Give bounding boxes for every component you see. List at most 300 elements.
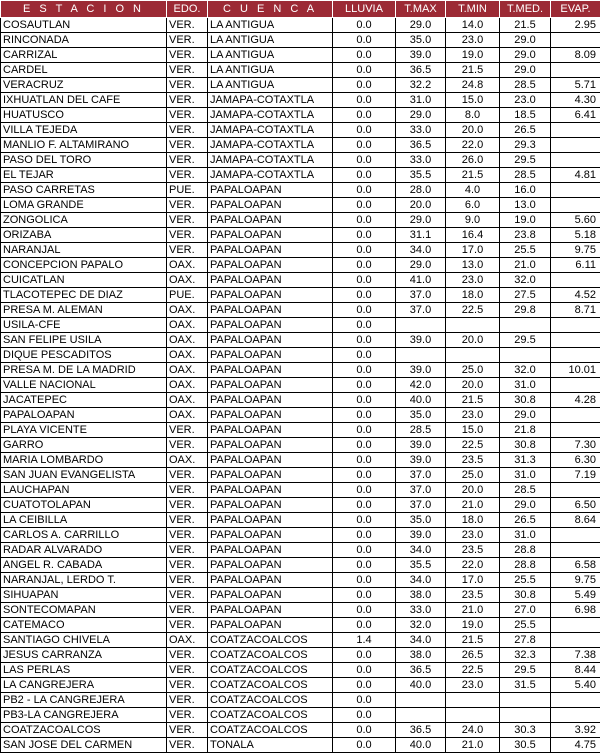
- rain-cell: 0.0: [333, 513, 396, 528]
- tmed-cell: 21.0: [500, 258, 551, 273]
- tmax-cell: 36.5: [396, 723, 446, 738]
- tmed-cell: 27.8: [500, 633, 551, 648]
- tmin-cell: 20.0: [446, 483, 500, 498]
- tmin-cell: 22.0: [446, 138, 500, 153]
- evap-cell: 2.95: [551, 18, 600, 33]
- station-cell: VERACRUZ: [1, 78, 167, 93]
- basin-cell: PAPALOAPAN: [208, 363, 333, 378]
- header-tmax: T.MAX: [396, 1, 446, 18]
- rain-cell: 0.0: [333, 588, 396, 603]
- state-cell: VER.: [167, 648, 208, 663]
- table-row: [1, 18, 600, 33]
- station-cell: PAPALOAPAN: [1, 408, 167, 423]
- state-cell: PUE.: [167, 288, 208, 303]
- evap-cell: 4.75: [551, 738, 600, 753]
- table-row: [1, 513, 600, 528]
- state-cell: VER.: [167, 48, 208, 63]
- station-cell: ORIZABA: [1, 228, 167, 243]
- table-row: [1, 363, 600, 378]
- tmin-cell: 23.0: [446, 33, 500, 48]
- evap-cell: 3.92: [551, 723, 600, 738]
- tmed-cell: 23.0: [500, 93, 551, 108]
- basin-cell: PAPALOAPAN: [208, 303, 333, 318]
- station-cell: NARANJAL: [1, 243, 167, 258]
- tmed-cell: 28.5: [500, 78, 551, 93]
- tmin-cell: 22.5: [446, 438, 500, 453]
- station-cell: PRESA M. DE LA MADRID: [1, 363, 167, 378]
- basin-cell: PAPALOAPAN: [208, 378, 333, 393]
- evap-cell: 6.50: [551, 498, 600, 513]
- tmin-cell: 17.0: [446, 573, 500, 588]
- table-row: [1, 528, 600, 543]
- station-cell: LA CANGREJERA: [1, 678, 167, 693]
- station-cell: EL TEJAR: [1, 168, 167, 183]
- station-cell: CARRIZAL: [1, 48, 167, 63]
- state-cell: OAX.: [167, 273, 208, 288]
- evap-cell: 7.19: [551, 468, 600, 483]
- station-cell: VALLE NACIONAL: [1, 378, 167, 393]
- basin-cell: JAMAPA-COTAXTLA: [208, 168, 333, 183]
- evap-cell: [551, 123, 600, 138]
- state-cell: OAX.: [167, 333, 208, 348]
- evap-cell: 4.81: [551, 168, 600, 183]
- rain-cell: 0.0: [333, 273, 396, 288]
- tmed-cell: 19.0: [500, 213, 551, 228]
- evap-cell: [551, 273, 600, 288]
- station-cell: SAN JOSE DEL CARMEN: [1, 738, 167, 753]
- state-cell: VER.: [167, 168, 208, 183]
- tmin-cell: 23.0: [446, 273, 500, 288]
- evap-cell: [551, 633, 600, 648]
- tmed-cell: 28.5: [500, 483, 551, 498]
- basin-cell: COATZACOALCOS: [208, 678, 333, 693]
- tmin-cell: 18.0: [446, 288, 500, 303]
- evap-cell: [551, 618, 600, 633]
- state-cell: OAX.: [167, 408, 208, 423]
- evap-cell: [551, 408, 600, 423]
- evap-cell: [551, 423, 600, 438]
- tmin-cell: 24.8: [446, 78, 500, 93]
- table-row: [1, 738, 600, 753]
- table-row: [1, 123, 600, 138]
- tmax-cell: 31.1: [396, 228, 446, 243]
- tmax-cell: 29.0: [396, 18, 446, 33]
- tmin-cell: 21.0: [446, 603, 500, 618]
- station-cell: SAN FELIPE USILA: [1, 333, 167, 348]
- evap-cell: 9.75: [551, 573, 600, 588]
- tmax-cell: 29.0: [396, 213, 446, 228]
- tmax-cell: 36.5: [396, 63, 446, 78]
- rain-cell: 0.0: [333, 183, 396, 198]
- station-cell: IXHUATLAN DEL CAFE: [1, 93, 167, 108]
- tmin-cell: 23.5: [446, 588, 500, 603]
- tmax-cell: 32.2: [396, 78, 446, 93]
- tmax-cell: 32.0: [396, 618, 446, 633]
- tmax-cell: 39.0: [396, 528, 446, 543]
- tmin-cell: 16.4: [446, 228, 500, 243]
- tmed-cell: 31.5: [500, 678, 551, 693]
- state-cell: OAX.: [167, 633, 208, 648]
- table-row: [1, 423, 600, 438]
- evap-cell: 8.71: [551, 303, 600, 318]
- state-cell: VER.: [167, 138, 208, 153]
- station-cell: LAUCHAPAN: [1, 483, 167, 498]
- tmed-cell: 26.5: [500, 513, 551, 528]
- table-row: [1, 618, 600, 633]
- tmed-cell: 25.5: [500, 573, 551, 588]
- table-row: [1, 453, 600, 468]
- evap-cell: 8.44: [551, 663, 600, 678]
- header-edo: EDO.: [167, 1, 208, 18]
- tmax-cell: 40.0: [396, 738, 446, 753]
- evap-cell: [551, 138, 600, 153]
- table-row: [1, 318, 600, 333]
- state-cell: VER.: [167, 33, 208, 48]
- basin-cell: PAPALOAPAN: [208, 558, 333, 573]
- header-estacion: E S T A C I O N: [1, 1, 167, 18]
- tmed-cell: 31.0: [500, 528, 551, 543]
- basin-cell: JAMAPA-COTAXTLA: [208, 123, 333, 138]
- rain-cell: 0.0: [333, 528, 396, 543]
- basin-cell: LA ANTIGUA: [208, 78, 333, 93]
- basin-cell: PAPALOAPAN: [208, 393, 333, 408]
- evap-cell: [551, 543, 600, 558]
- state-cell: VER.: [167, 123, 208, 138]
- basin-cell: PAPALOAPAN: [208, 288, 333, 303]
- evap-cell: 7.38: [551, 648, 600, 663]
- rain-cell: 0.0: [333, 108, 396, 123]
- tmed-cell: 21.5: [500, 18, 551, 33]
- evap-cell: 6.58: [551, 558, 600, 573]
- tmin-cell: 14.0: [446, 18, 500, 33]
- header-cuenca: C U E N C A: [208, 1, 333, 18]
- tmed-cell: 31.0: [500, 468, 551, 483]
- rain-cell: 0.0: [333, 213, 396, 228]
- state-cell: VER.: [167, 708, 208, 723]
- basin-cell: JAMAPA-COTAXTLA: [208, 138, 333, 153]
- basin-cell: COATZACOALCOS: [208, 693, 333, 708]
- tmed-cell: 31.3: [500, 453, 551, 468]
- tmax-cell: 39.0: [396, 363, 446, 378]
- table-row: [1, 48, 600, 63]
- rain-cell: 0.0: [333, 378, 396, 393]
- table-row: [1, 498, 600, 513]
- tmax-cell: 28.0: [396, 183, 446, 198]
- tmed-cell: 30.8: [500, 438, 551, 453]
- rain-cell: 0.0: [333, 453, 396, 468]
- tmax-cell: 33.0: [396, 153, 446, 168]
- tmax-cell: [396, 693, 446, 708]
- rain-cell: 0.0: [333, 603, 396, 618]
- tmin-cell: 13.0: [446, 258, 500, 273]
- rain-cell: 0.0: [333, 288, 396, 303]
- tmin-cell: 23.0: [446, 408, 500, 423]
- rain-cell: 0.0: [333, 558, 396, 573]
- basin-cell: PAPALOAPAN: [208, 183, 333, 198]
- station-cell: ANGEL R. CABADA: [1, 558, 167, 573]
- tmax-cell: 38.0: [396, 588, 446, 603]
- tmax-cell: 37.0: [396, 288, 446, 303]
- table-row: [1, 573, 600, 588]
- tmin-cell: 25.0: [446, 363, 500, 378]
- table-row: [1, 558, 600, 573]
- tmed-cell: 29.5: [500, 333, 551, 348]
- evap-cell: 4.30: [551, 93, 600, 108]
- tmax-cell: 35.5: [396, 558, 446, 573]
- tmed-cell: 28.5: [500, 168, 551, 183]
- evap-cell: 4.52: [551, 288, 600, 303]
- tmin-cell: 21.5: [446, 63, 500, 78]
- evap-cell: 4.28: [551, 393, 600, 408]
- rain-cell: 0.0: [333, 153, 396, 168]
- tmin-cell: [446, 318, 500, 333]
- tmax-cell: 39.0: [396, 333, 446, 348]
- tmin-cell: 9.0: [446, 213, 500, 228]
- basin-cell: PAPALOAPAN: [208, 438, 333, 453]
- rain-cell: 0.0: [333, 63, 396, 78]
- evap-cell: 6.11: [551, 258, 600, 273]
- rain-cell: 1.4: [333, 633, 396, 648]
- tmin-cell: 21.0: [446, 738, 500, 753]
- state-cell: VER.: [167, 423, 208, 438]
- evap-cell: 8.09: [551, 48, 600, 63]
- basin-cell: PAPALOAPAN: [208, 453, 333, 468]
- station-cell: GARRO: [1, 438, 167, 453]
- rain-cell: 0.0: [333, 693, 396, 708]
- table-row: [1, 543, 600, 558]
- tmin-cell: 23.5: [446, 453, 500, 468]
- station-cell: NARANJAL, LERDO T.: [1, 573, 167, 588]
- tmed-cell: 21.8: [500, 423, 551, 438]
- state-cell: VER.: [167, 78, 208, 93]
- basin-cell: TONALA: [208, 738, 333, 753]
- evap-cell: [551, 318, 600, 333]
- tmin-cell: 15.0: [446, 423, 500, 438]
- table-row: [1, 213, 600, 228]
- rain-cell: 0.0: [333, 573, 396, 588]
- rain-cell: 0.0: [333, 93, 396, 108]
- tmin-cell: 22.0: [446, 558, 500, 573]
- tmax-cell: 40.0: [396, 393, 446, 408]
- evap-cell: [551, 153, 600, 168]
- table-row: [1, 603, 600, 618]
- station-cell: SONTECOMAPAN: [1, 603, 167, 618]
- rain-cell: 0.0: [333, 228, 396, 243]
- tmax-cell: 37.0: [396, 483, 446, 498]
- evap-cell: [551, 708, 600, 723]
- evap-cell: 10.01: [551, 363, 600, 378]
- tmin-cell: 21.5: [446, 168, 500, 183]
- basin-cell: PAPALOAPAN: [208, 528, 333, 543]
- station-cell: CATEMACO: [1, 618, 167, 633]
- state-cell: VER.: [167, 483, 208, 498]
- table-row: [1, 723, 600, 738]
- basin-cell: COATZACOALCOS: [208, 633, 333, 648]
- tmin-cell: 25.0: [446, 468, 500, 483]
- station-cell: CUICATLAN: [1, 273, 167, 288]
- state-cell: VER.: [167, 228, 208, 243]
- tmin-cell: 17.0: [446, 243, 500, 258]
- rain-cell: 0.0: [333, 243, 396, 258]
- evap-cell: [551, 198, 600, 213]
- rain-cell: 0.0: [333, 393, 396, 408]
- rain-cell: 0.0: [333, 303, 396, 318]
- rain-cell: 0.0: [333, 348, 396, 363]
- tmax-cell: 39.0: [396, 453, 446, 468]
- tmax-cell: 29.0: [396, 108, 446, 123]
- tmin-cell: 4.0: [446, 183, 500, 198]
- table-row: [1, 648, 600, 663]
- basin-cell: LA ANTIGUA: [208, 48, 333, 63]
- basin-cell: PAPALOAPAN: [208, 513, 333, 528]
- state-cell: OAX.: [167, 348, 208, 363]
- table-row: [1, 483, 600, 498]
- tmax-cell: 36.5: [396, 663, 446, 678]
- state-cell: OAX.: [167, 258, 208, 273]
- station-cell: JACATEPEC: [1, 393, 167, 408]
- rain-cell: 0.0: [333, 318, 396, 333]
- state-cell: OAX.: [167, 393, 208, 408]
- evap-cell: 6.98: [551, 603, 600, 618]
- basin-cell: PAPALOAPAN: [208, 243, 333, 258]
- state-cell: OAX.: [167, 363, 208, 378]
- tmed-cell: 29.0: [500, 48, 551, 63]
- tmin-cell: 23.0: [446, 678, 500, 693]
- rain-cell: 0.0: [333, 708, 396, 723]
- table-row: [1, 258, 600, 273]
- table-row: [1, 333, 600, 348]
- basin-cell: JAMAPA-COTAXTLA: [208, 153, 333, 168]
- table-row: [1, 93, 600, 108]
- state-cell: VER.: [167, 198, 208, 213]
- tmax-cell: 37.0: [396, 468, 446, 483]
- evap-cell: [551, 483, 600, 498]
- station-cell: COSAUTLAN: [1, 18, 167, 33]
- tmax-cell: 20.0: [396, 198, 446, 213]
- header-tmed: T.MED.: [500, 1, 551, 18]
- tmax-cell: 35.5: [396, 168, 446, 183]
- tmin-cell: 23.0: [446, 528, 500, 543]
- station-cell: JESUS CARRANZA: [1, 648, 167, 663]
- evap-cell: 5.71: [551, 78, 600, 93]
- tmed-cell: 26.5: [500, 123, 551, 138]
- tmax-cell: [396, 708, 446, 723]
- table-row: [1, 663, 600, 678]
- basin-cell: JAMAPA-COTAXTLA: [208, 108, 333, 123]
- table-row: [1, 303, 600, 318]
- tmin-cell: 22.5: [446, 303, 500, 318]
- tmax-cell: [396, 318, 446, 333]
- tmax-cell: 41.0: [396, 273, 446, 288]
- state-cell: OAX.: [167, 318, 208, 333]
- state-cell: VER.: [167, 108, 208, 123]
- tmin-cell: [446, 693, 500, 708]
- state-cell: VER.: [167, 678, 208, 693]
- evap-cell: [551, 693, 600, 708]
- basin-cell: PAPALOAPAN: [208, 213, 333, 228]
- state-cell: PUE.: [167, 183, 208, 198]
- state-cell: VER.: [167, 528, 208, 543]
- state-cell: VER.: [167, 468, 208, 483]
- rain-cell: 0.0: [333, 333, 396, 348]
- station-cell: PLAYA VICENTE: [1, 423, 167, 438]
- basin-cell: LA ANTIGUA: [208, 63, 333, 78]
- table-row: [1, 63, 600, 78]
- header-tmin: T.MIN: [446, 1, 500, 18]
- tmax-cell: 31.0: [396, 93, 446, 108]
- basin-cell: PAPALOAPAN: [208, 468, 333, 483]
- rain-cell: 0.0: [333, 648, 396, 663]
- state-cell: VER.: [167, 738, 208, 753]
- state-cell: VER.: [167, 693, 208, 708]
- tmed-cell: 29.0: [500, 33, 551, 48]
- tmed-cell: 29.5: [500, 153, 551, 168]
- state-cell: VER.: [167, 588, 208, 603]
- tmed-cell: 30.8: [500, 393, 551, 408]
- basin-cell: PAPALOAPAN: [208, 618, 333, 633]
- tmin-cell: 18.0: [446, 513, 500, 528]
- tmin-cell: 26.0: [446, 153, 500, 168]
- tmin-cell: 21.0: [446, 498, 500, 513]
- station-cell: PB2 - LA CANGREJERA: [1, 693, 167, 708]
- station-cell: SANTIAGO CHIVELA: [1, 633, 167, 648]
- tmed-cell: 30.3: [500, 723, 551, 738]
- state-cell: VER.: [167, 603, 208, 618]
- tmed-cell: 29.3: [500, 138, 551, 153]
- evap-cell: 5.60: [551, 213, 600, 228]
- table-row: [1, 288, 600, 303]
- evap-cell: 5.18: [551, 228, 600, 243]
- station-cell: USILA-CFE: [1, 318, 167, 333]
- basin-cell: PAPALOAPAN: [208, 588, 333, 603]
- tmed-cell: 16.0: [500, 183, 551, 198]
- table-row: [1, 33, 600, 48]
- basin-cell: JAMAPA-COTAXTLA: [208, 93, 333, 108]
- tmed-cell: 25.5: [500, 243, 551, 258]
- table-row: [1, 183, 600, 198]
- station-cell: DIQUE PESCADITOS: [1, 348, 167, 363]
- basin-cell: PAPALOAPAN: [208, 228, 333, 243]
- tmed-cell: 32.0: [500, 363, 551, 378]
- table-row: [1, 708, 600, 723]
- tmin-cell: 19.0: [446, 48, 500, 63]
- tmed-cell: 32.0: [500, 273, 551, 288]
- station-cell: PB3-LA CANGREJERA: [1, 708, 167, 723]
- header-row: [1, 1, 600, 18]
- station-cell: PASO CARRETAS: [1, 183, 167, 198]
- state-cell: VER.: [167, 438, 208, 453]
- tmed-cell: [500, 708, 551, 723]
- rain-cell: 0.0: [333, 423, 396, 438]
- rain-cell: 0.0: [333, 678, 396, 693]
- tmax-cell: 35.0: [396, 33, 446, 48]
- evap-cell: 5.40: [551, 678, 600, 693]
- rain-cell: 0.0: [333, 618, 396, 633]
- table-row: [1, 273, 600, 288]
- rain-cell: 0.0: [333, 78, 396, 93]
- tmin-cell: 24.0: [446, 723, 500, 738]
- tmax-cell: 42.0: [396, 378, 446, 393]
- basin-cell: COATZACOALCOS: [208, 663, 333, 678]
- tmed-cell: 27.0: [500, 603, 551, 618]
- station-cell: CUATOTOLAPAN: [1, 498, 167, 513]
- tmin-cell: 26.5: [446, 648, 500, 663]
- rain-cell: 0.0: [333, 258, 396, 273]
- rain-cell: 0.0: [333, 363, 396, 378]
- table-row: [1, 378, 600, 393]
- station-cell: ZONGOLICA: [1, 213, 167, 228]
- tmed-cell: 29.0: [500, 408, 551, 423]
